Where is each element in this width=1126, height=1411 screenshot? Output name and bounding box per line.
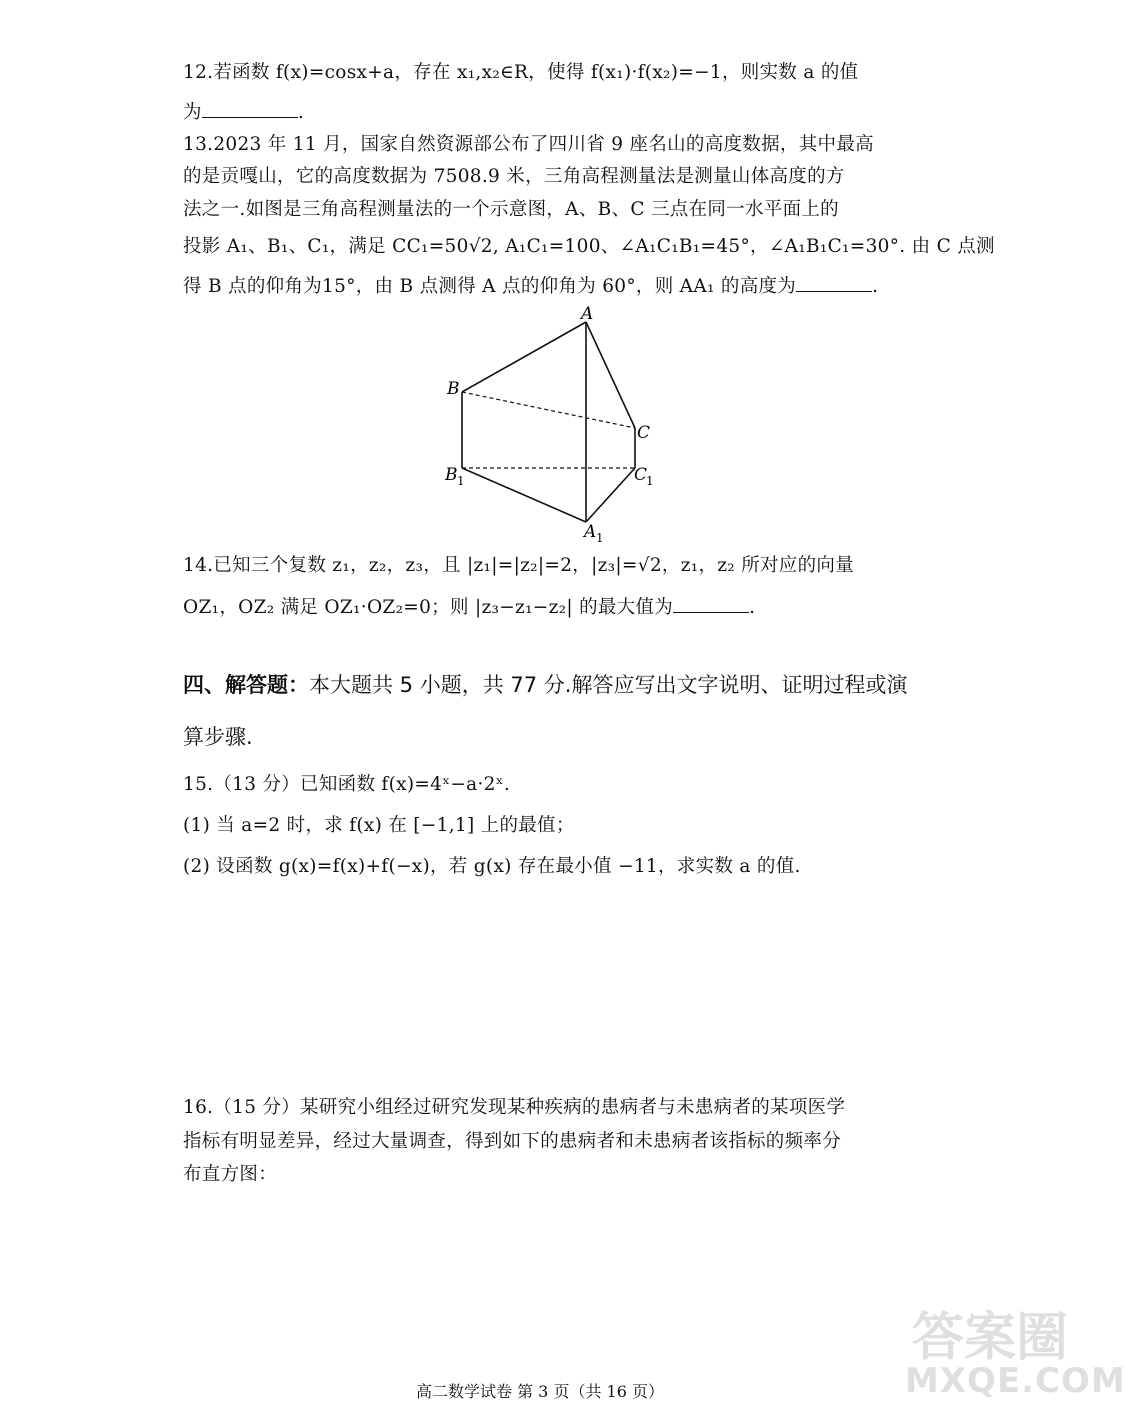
section-heading-line2 xyxy=(183,722,253,752)
section-heading xyxy=(183,670,907,700)
label-c1: C xyxy=(634,465,648,485)
watermark-top: 答案圈 xyxy=(911,1308,1068,1368)
edge-b1a1 xyxy=(462,468,586,522)
label-b1-sub: 1 xyxy=(457,474,465,488)
label-c1-sub: 1 xyxy=(646,474,654,488)
watermark-bottom: MXQE.COM xyxy=(905,1361,1126,1401)
answer-blank-14 xyxy=(673,594,749,613)
edge-ab xyxy=(462,322,586,392)
section-title: 四、解答题： xyxy=(183,673,309,697)
edge-a1c1 xyxy=(586,468,635,522)
label-a1-sub: 1 xyxy=(596,531,604,545)
answer-blank-13 xyxy=(796,273,872,292)
q16-line1: 16.（15 分）某研究小组经过研究发现某种疾病的患病者与未患病者的某项医学 xyxy=(183,1097,846,1118)
label-c: C xyxy=(637,423,651,443)
label-a1: A xyxy=(584,522,597,542)
triangulation-figure xyxy=(430,300,670,545)
edge-bc-dashed xyxy=(462,392,635,428)
q12-line1: 12.若函数 f(x)=cosx+a，存在 x₁,x₂∈R，使得 f(x₁)·f(x₂)=−1，则实数 a 的值 xyxy=(183,62,859,83)
q12-line2-text: 为 xyxy=(183,102,202,123)
q13-line4: 投影 A₁、B₁、C₁，满足 CC₁=50√2, A₁C₁=100、∠A₁C₁B₁=45°，∠A₁B₁C₁=30°. 由 C 点测 xyxy=(183,236,995,257)
q15-part2: (2) 设函数 g(x)=f(x)+f(−x)，若 g(x) 存在最小值 −11，求实数 a 的值. xyxy=(183,856,801,877)
q15-line1: 15.（13 分）已知函数 f(x)=4ˣ−a·2ˣ. xyxy=(183,774,511,795)
q13-line5: 得 B 点的仰角为15°，由 B 点测得 A 点的仰角为 60°，则 AA₁ 的高度为 . xyxy=(183,273,923,300)
label-b1: B xyxy=(445,465,458,485)
label-b: B xyxy=(447,379,460,399)
q12-line2: 为 . xyxy=(183,99,923,126)
section-instructions-line2: 算步骤. xyxy=(183,725,253,749)
q13-line1: 13.2023 年 11 月，国家自然资源部公布了四川省 9 座名山的高度数据，其中最高 xyxy=(183,134,874,155)
q14-line2-text: OZ₁，OZ₂ 满足 OZ₁·OZ₂=0；则 |z₃−z₁−z₂| 的最大值为 xyxy=(183,597,674,618)
edge-ac xyxy=(586,322,635,428)
q13-line3: 法之一.如图是三角高程测量法的一个示意图，A、B、C 三点在同一水平面上的 xyxy=(183,199,839,220)
q16-line3: 布直方图： xyxy=(183,1164,278,1185)
q15-part1: (1) 当 a=2 时，求 f(x) 在 [−1,1] 上的最值； xyxy=(183,815,575,836)
answer-blank-12 xyxy=(202,99,298,118)
q13-line2: 的是贡嘎山，它的高度数据为 7508.9 米，三角高程测量法是测量山体高度的方 xyxy=(183,166,845,187)
q14-line2: OZ₁，OZ₂ 满足 OZ₁·OZ₂=0；则 |z₃−z₁−z₂| 的最大值为 . xyxy=(183,594,923,621)
watermark-logo xyxy=(905,1295,1126,1405)
label-a: A xyxy=(581,304,594,324)
page-footer: 高二数学试卷 第 3 页（共 16 页） xyxy=(416,1382,664,1401)
section-instructions: 本大题共 5 小题，共 77 分.解答应写出文字说明、证明过程或演 xyxy=(309,673,908,697)
q14-line1: 14.已知三个复数 z₁，z₂，z₃，且 |z₁|=|z₂|=2，|z₃|=√2，z₁，z₂ 所对应的向量 xyxy=(183,555,854,576)
q16-line2: 指标有明显差异，经过大量调查，得到如下的患病者和未患病者该指标的频率分 xyxy=(183,1131,842,1152)
q13-line5-text: 得 B 点的仰角为15°，由 B 点测得 A 点的仰角为 60°，则 AA₁ 的高度为 xyxy=(183,276,797,297)
